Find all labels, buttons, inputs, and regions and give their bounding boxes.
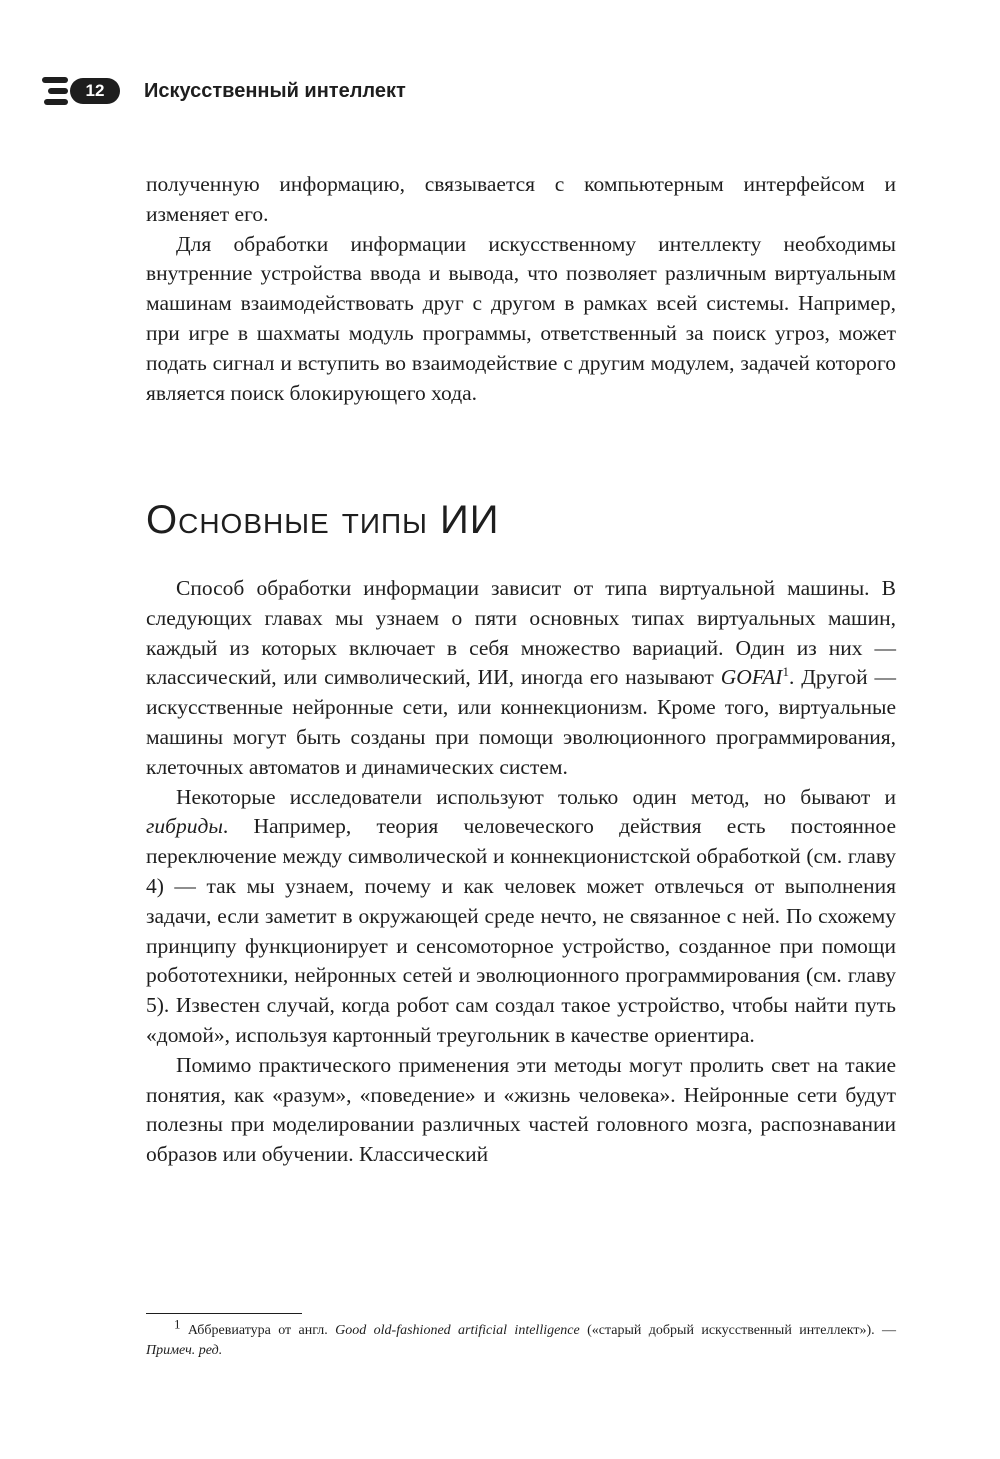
running-title: Искусственный интеллект bbox=[144, 79, 406, 102]
footnote bbox=[146, 1316, 896, 1361]
text-block-intro bbox=[146, 170, 896, 408]
footnote-text: («старый добрый искусственный интеллект»). — bbox=[579, 1323, 896, 1338]
page-number-badge bbox=[40, 74, 122, 108]
paragraph bbox=[146, 783, 896, 1051]
section-heading: Основные типы ИИ bbox=[146, 498, 500, 542]
badge-decoration bbox=[44, 99, 68, 105]
footnote-rule bbox=[146, 1313, 302, 1314]
footnote-editor-note: Примеч. ред. bbox=[146, 1343, 223, 1358]
paragraph-text: . Другой — искусственные нейронные сети, или коннекционизм. Кроме того, виртуальные машины могут быть созданы при помощи эволюционного программирования, клеточных автоматов и динамических систем. bbox=[146, 665, 897, 779]
page-header bbox=[40, 74, 406, 108]
paragraph: Помимо практического применения эти методы могут пролить свет на такие понятия, как «разум», «поведение» и «жизнь человека». Нейронные сети будут полезны при моделировании различных частей головного мозга, распознавании образов или обучении. Классический bbox=[146, 1052, 896, 1167]
term-hybrids: гибриды bbox=[146, 814, 223, 839]
paragraph-text: . Например, теория человеческого действия есть постоянное переключение между символической и коннекционистской обработкой (см. главу 4) — так мы узнаем, почему и как человек может отвлечься от выполнения задачи, если заметит в окружающей среде нечто, не связанное с ней. По схожему принципу функционирует и сенсомоторное устройство, созданное при помощи робототехники, нейронных сетей и эволюционного программирования (см. главу 5). Известен случай, когда робот сам создал такое устройство, чтобы найти путь «домой», используя картонный треугольник в качестве ориентира. bbox=[146, 814, 896, 1047]
paragraph: Для обработки информации искусственному интеллекту необходимы внутренние устройства ввода и вывода, что позволяет различным виртуальным машинам взаимодействовать друг с другом в рамках всей системы. Например, при игре в шахматы модуль программы, ответственный за поиск угроз, может подать сигнал и вступить во взаимодействие с другим модулем, задачей которого является поиск блокирующего хода. bbox=[146, 231, 896, 405]
badge-decoration bbox=[48, 88, 68, 94]
text-block-main bbox=[146, 574, 896, 1170]
footnote-text: Аббревиатура от англ. bbox=[180, 1323, 336, 1338]
footnote-term: Good old-fashioned artificial intelligence bbox=[335, 1323, 580, 1338]
paragraph-text: Способ обработки информации зависит от типа виртуальной машины. В следующих главах мы узнаем о пяти основных типах виртуальных машин, каждый из которых включает в себя множество вариаций. Один из них — классический, или символический, ИИ, иногда его называют bbox=[146, 576, 896, 690]
badge-decoration bbox=[42, 77, 68, 83]
footnote-ref: 1 bbox=[782, 664, 789, 680]
footnote-marker: 1 bbox=[174, 1316, 181, 1332]
paragraph-text: Некоторые исследователи используют только один метод, но бывают и bbox=[176, 784, 896, 809]
page-number: 12 bbox=[70, 78, 120, 104]
term-gofai: GOFAI bbox=[720, 665, 783, 690]
paragraph: полученную информацию, связывается с компьютерным интерфейсом и изменяет его. bbox=[146, 172, 896, 226]
paragraph bbox=[146, 574, 896, 783]
